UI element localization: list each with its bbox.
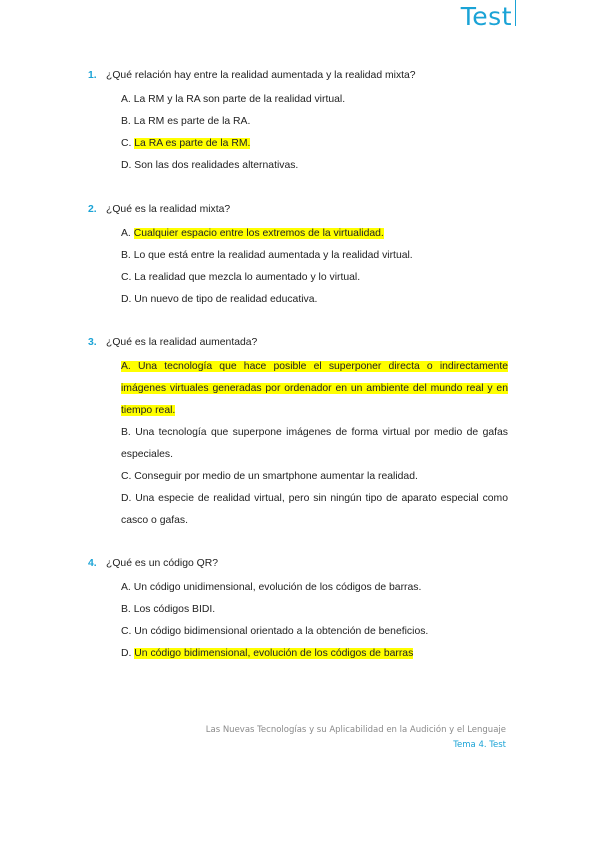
option-c: C. La realidad que mezcla lo aumentado y lo virtual. [121, 272, 361, 283]
question-number: 1. [88, 70, 97, 81]
correct-answer-highlight: Cualquier espacio entre los extremos de la virtualidad. [133, 228, 384, 239]
option-prefix: C. [121, 138, 135, 149]
question-number: 2. [88, 204, 97, 215]
correct-answer-highlight: La RA es parte de la RM. [134, 138, 251, 149]
option-b: B. La RM es parte de la RA. [121, 116, 251, 127]
correct-answer-highlight: Un código bidimensional, evolución de los códigos de barras [134, 648, 414, 659]
option-d [121, 647, 508, 660]
correct-answer-highlight: A. Una tecnología que hace posible el superponer directa o indirectamente imágenes virtuales generadas por ordenador en un ambiente del mundo real y en tiempo real. [121, 361, 508, 416]
question-text: ¿Qué relación hay entre la realidad aumentada y la realidad mixta? [106, 70, 416, 81]
question-text: ¿Qué es la realidad aumentada? [106, 337, 258, 348]
question-2 [88, 203, 508, 315]
page-header-title: Test [460, 2, 512, 31]
option-b: B. Los códigos BIDI. [121, 604, 216, 615]
option-b: B. Lo que está entre la realidad aumentada y la realidad virtual. [121, 250, 413, 261]
option-a [121, 227, 508, 240]
question-4 [88, 557, 508, 669]
option-prefix: D. [121, 648, 135, 659]
question-3 [88, 336, 508, 532]
option-b: B. Una tecnología que superpone imágenes de forma virtual por medio de gafas especiales. [121, 427, 508, 460]
option-a: A. Un código unidimensional, evolución de los códigos de barras. [121, 582, 422, 593]
option-a: A. La RM y la RA son parte de la realidad virtual. [121, 94, 346, 105]
option-c: C. Un código bidimensional orientado a la obtención de beneficios. [121, 626, 429, 637]
question-number: 4. [88, 558, 97, 569]
option-c: C. Conseguir por medio de un smartphone aumentar la realidad. [121, 471, 418, 482]
option-c [121, 137, 508, 150]
footer-section-label: Tema 4. Test [453, 740, 506, 750]
question-text: ¿Qué es la realidad mixta? [106, 204, 231, 215]
footer-course-title: Las Nuevas Tecnologías y su Aplicabilidad en la Audición y el Lenguaje [205, 725, 506, 735]
option-d: D. Una especie de realidad virtual, pero sin ningún tipo de aparato especial como casco o gafas. [121, 493, 508, 526]
option-d: D. Son las dos realidades alternativas. [121, 160, 299, 171]
option-a [121, 356, 508, 422]
option-prefix: A. [121, 228, 134, 239]
option-d: D. Un nuevo de tipo de realidad educativa. [121, 294, 318, 305]
question-number: 3. [88, 337, 97, 348]
header-divider [515, 0, 516, 26]
question-1 [88, 69, 508, 181]
question-text: ¿Qué es un código QR? [106, 558, 219, 569]
